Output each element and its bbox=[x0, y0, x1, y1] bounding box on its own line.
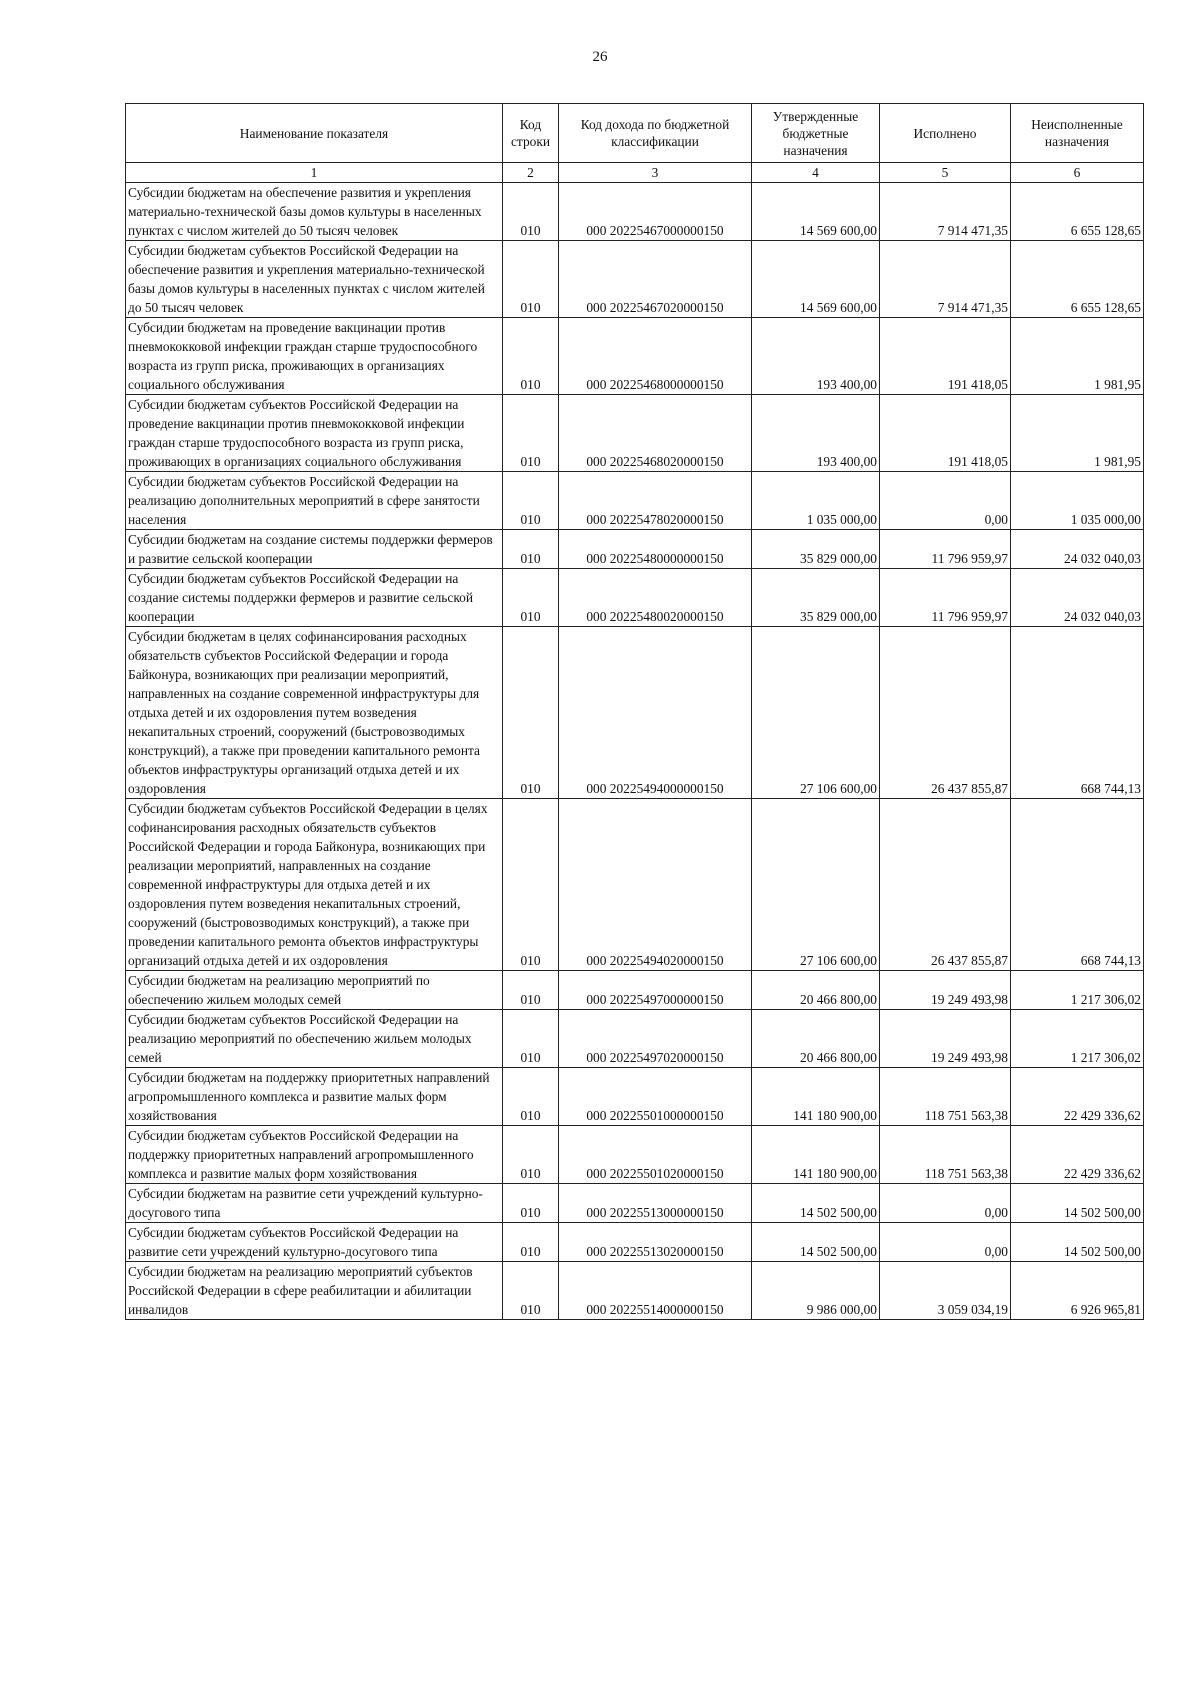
line-code: 010 bbox=[503, 1126, 559, 1184]
line-code: 010 bbox=[503, 569, 559, 627]
income-code: 000 20225513000000150 bbox=[559, 1184, 752, 1223]
table-row bbox=[126, 1010, 1144, 1068]
executed-amount: 191 418,05 bbox=[880, 395, 1011, 472]
income-code: 000 20225494000000150 bbox=[559, 627, 752, 799]
unexecuted-amount: 22 429 336,62 bbox=[1011, 1126, 1144, 1184]
indicator-name: Субсидии бюджетам на реализацию мероприятий по обеспечению жильем молодых семей bbox=[126, 971, 503, 1010]
indicator-name: Субсидии бюджетам на создание системы поддержки фермеров и развитие сельской кооперации bbox=[126, 530, 503, 569]
executed-amount: 0,00 bbox=[880, 1223, 1011, 1262]
line-code: 010 bbox=[503, 971, 559, 1010]
line-code: 010 bbox=[503, 1010, 559, 1068]
income-code: 000 20225494020000150 bbox=[559, 799, 752, 971]
approved-amount: 14 502 500,00 bbox=[752, 1184, 880, 1223]
line-code: 010 bbox=[503, 472, 559, 530]
table-row bbox=[126, 530, 1144, 569]
column-number: 2 bbox=[503, 163, 559, 183]
line-code: 010 bbox=[503, 183, 559, 241]
executed-amount: 19 249 493,98 bbox=[880, 1010, 1011, 1068]
unexecuted-amount: 14 502 500,00 bbox=[1011, 1223, 1144, 1262]
unexecuted-amount: 6 926 965,81 bbox=[1011, 1262, 1144, 1320]
approved-amount: 1 035 000,00 bbox=[752, 472, 880, 530]
line-code: 010 bbox=[503, 530, 559, 569]
executed-amount: 19 249 493,98 bbox=[880, 971, 1011, 1010]
executed-amount: 3 059 034,19 bbox=[880, 1262, 1011, 1320]
header-unexecuted: Неисполненные назначения bbox=[1011, 104, 1144, 163]
line-code: 010 bbox=[503, 1262, 559, 1320]
indicator-name: Субсидии бюджетам субъектов Российской Федерации на обеспечение развития и укрепления материально-технической базы домов культуры в населенных пунктах с числом жителей до 50 тысяч человек bbox=[126, 241, 503, 318]
table-row bbox=[126, 1223, 1144, 1262]
indicator-name: Субсидии бюджетам субъектов Российской Федерации на создание системы поддержки фермеров и развитие сельской кооперации bbox=[126, 569, 503, 627]
indicator-name: Субсидии бюджетам субъектов Российской Федерации на реализацию дополнительных мероприятий в сфере занятости населения bbox=[126, 472, 503, 530]
executed-amount: 0,00 bbox=[880, 1184, 1011, 1223]
header-row bbox=[126, 104, 1144, 163]
executed-amount: 191 418,05 bbox=[880, 318, 1011, 395]
income-code: 000 20225497020000150 bbox=[559, 1010, 752, 1068]
header-indicator-name: Наименование показателя bbox=[126, 104, 503, 163]
line-code: 010 bbox=[503, 799, 559, 971]
column-number-row bbox=[126, 163, 1144, 183]
income-code: 000 20225514000000150 bbox=[559, 1262, 752, 1320]
page-number: 26 bbox=[592, 49, 608, 65]
unexecuted-amount: 24 032 040,03 bbox=[1011, 569, 1144, 627]
approved-amount: 14 569 600,00 bbox=[752, 241, 880, 318]
income-code: 000 20225501020000150 bbox=[559, 1126, 752, 1184]
approved-amount: 27 106 600,00 bbox=[752, 627, 880, 799]
line-code: 010 bbox=[503, 241, 559, 318]
executed-amount: 26 437 855,87 bbox=[880, 799, 1011, 971]
unexecuted-amount: 1 981,95 bbox=[1011, 318, 1144, 395]
indicator-name: Субсидии бюджетам субъектов Российской Федерации на развитие сети учреждений культурно-досугового типа bbox=[126, 1223, 503, 1262]
executed-amount: 11 796 959,97 bbox=[880, 530, 1011, 569]
table-row bbox=[126, 1068, 1144, 1126]
column-number: 5 bbox=[880, 163, 1011, 183]
indicator-name: Субсидии бюджетам субъектов Российской Федерации в целях софинансирования расходных обязательств субъектов Российской Федерации и города Байконура, возникающих при реализации мероприятий, направленных на создание современной инфраструктуры для отдыха детей и их оздоровления путем возведения некапитальных строений, сооружений (быстровозводимых конструкций), а также при проведении капитального ремонта объектов инфраструктуры организаций отдыха детей и их оздоровления bbox=[126, 799, 503, 971]
income-code: 000 20225468020000150 bbox=[559, 395, 752, 472]
line-code: 010 bbox=[503, 627, 559, 799]
unexecuted-amount: 14 502 500,00 bbox=[1011, 1184, 1144, 1223]
header-approved: Утвержденные бюджетные назначения bbox=[752, 104, 880, 163]
unexecuted-amount: 668 744,13 bbox=[1011, 799, 1144, 971]
table-row bbox=[126, 971, 1144, 1010]
approved-amount: 20 466 800,00 bbox=[752, 1010, 880, 1068]
budget-execution-table bbox=[125, 103, 1144, 1320]
unexecuted-amount: 6 655 128,65 bbox=[1011, 241, 1144, 318]
approved-amount: 14 569 600,00 bbox=[752, 183, 880, 241]
indicator-name: Субсидии бюджетам субъектов Российской Федерации на проведение вакцинации против пневмококковой инфекции граждан старше трудоспособного возраста из групп риска, проживающих в организациях социального обслуживания bbox=[126, 395, 503, 472]
column-number: 3 bbox=[559, 163, 752, 183]
table-row bbox=[126, 318, 1144, 395]
executed-amount: 7 914 471,35 bbox=[880, 183, 1011, 241]
approved-amount: 193 400,00 bbox=[752, 318, 880, 395]
table-row bbox=[126, 569, 1144, 627]
approved-amount: 35 829 000,00 bbox=[752, 530, 880, 569]
table-row bbox=[126, 1262, 1144, 1320]
indicator-name: Субсидии бюджетам на обеспечение развития и укрепления материально-технической базы домов культуры в населенных пунктах с числом жителей до 50 тысяч человек bbox=[126, 183, 503, 241]
table-row bbox=[126, 799, 1144, 971]
approved-amount: 9 986 000,00 bbox=[752, 1262, 880, 1320]
income-code: 000 20225480020000150 bbox=[559, 569, 752, 627]
indicator-name: Субсидии бюджетам субъектов Российской Федерации на реализацию мероприятий по обеспечению жильем молодых семей bbox=[126, 1010, 503, 1068]
line-code: 010 bbox=[503, 1068, 559, 1126]
table-row bbox=[126, 1126, 1144, 1184]
unexecuted-amount: 1 217 306,02 bbox=[1011, 971, 1144, 1010]
approved-amount: 193 400,00 bbox=[752, 395, 880, 472]
approved-amount: 141 180 900,00 bbox=[752, 1068, 880, 1126]
table-row bbox=[126, 241, 1144, 318]
header-line-code: Код строки bbox=[503, 104, 559, 163]
unexecuted-amount: 1 981,95 bbox=[1011, 395, 1144, 472]
executed-amount: 11 796 959,97 bbox=[880, 569, 1011, 627]
column-number: 4 bbox=[752, 163, 880, 183]
unexecuted-amount: 1 035 000,00 bbox=[1011, 472, 1144, 530]
table-row bbox=[126, 395, 1144, 472]
unexecuted-amount: 1 217 306,02 bbox=[1011, 1010, 1144, 1068]
indicator-name: Субсидии бюджетам субъектов Российской Федерации на поддержку приоритетных направлений агропромышленного комплекса и развитие малых форм хозяйствования bbox=[126, 1126, 503, 1184]
line-code: 010 bbox=[503, 395, 559, 472]
income-code: 000 20225467020000150 bbox=[559, 241, 752, 318]
unexecuted-amount: 6 655 128,65 bbox=[1011, 183, 1144, 241]
indicator-name: Субсидии бюджетам на развитие сети учреждений культурно-досугового типа bbox=[126, 1184, 503, 1223]
income-code: 000 20225478020000150 bbox=[559, 472, 752, 530]
table-row bbox=[126, 1184, 1144, 1223]
line-code: 010 bbox=[503, 1184, 559, 1223]
column-number: 6 bbox=[1011, 163, 1144, 183]
approved-amount: 35 829 000,00 bbox=[752, 569, 880, 627]
indicator-name: Субсидии бюджетам на реализацию мероприятий субъектов Российской Федерации в сфере реабилитации и абилитации инвалидов bbox=[126, 1262, 503, 1320]
executed-amount: 26 437 855,87 bbox=[880, 627, 1011, 799]
income-code: 000 20225467000000150 bbox=[559, 183, 752, 241]
indicator-name: Субсидии бюджетам на проведение вакцинации против пневмококковой инфекции граждан старше трудоспособного возраста из групп риска, проживающих в организациях социального обслуживания bbox=[126, 318, 503, 395]
executed-amount: 118 751 563,38 bbox=[880, 1068, 1011, 1126]
income-code: 000 20225501000000150 bbox=[559, 1068, 752, 1126]
indicator-name: Субсидии бюджетам в целях софинансирования расходных обязательств субъектов Российской Федерации и города Байконура, возникающих при реализации мероприятий, направленных на создание современной инфраструктуры для отдыха детей и их оздоровления путем возведения некапитальных строений, сооружений (быстровозводимых конструкций), а также при проведении капитального ремонта объектов инфраструктуры организаций отдыха детей и их оздоровления bbox=[126, 627, 503, 799]
header-executed: Исполнено bbox=[880, 104, 1011, 163]
unexecuted-amount: 24 032 040,03 bbox=[1011, 530, 1144, 569]
executed-amount: 0,00 bbox=[880, 472, 1011, 530]
approved-amount: 27 106 600,00 bbox=[752, 799, 880, 971]
line-code: 010 bbox=[503, 1223, 559, 1262]
income-code: 000 20225480000000150 bbox=[559, 530, 752, 569]
approved-amount: 141 180 900,00 bbox=[752, 1126, 880, 1184]
table-row bbox=[126, 183, 1144, 241]
executed-amount: 7 914 471,35 bbox=[880, 241, 1011, 318]
table-row bbox=[126, 472, 1144, 530]
income-code: 000 20225497000000150 bbox=[559, 971, 752, 1010]
indicator-name: Субсидии бюджетам на поддержку приоритетных направлений агропромышленного комплекса и развитие малых форм хозяйствования bbox=[126, 1068, 503, 1126]
approved-amount: 14 502 500,00 bbox=[752, 1223, 880, 1262]
line-code: 010 bbox=[503, 318, 559, 395]
header-income-code: Код дохода по бюджетной классификации bbox=[559, 104, 752, 163]
approved-amount: 20 466 800,00 bbox=[752, 971, 880, 1010]
executed-amount: 118 751 563,38 bbox=[880, 1126, 1011, 1184]
income-code: 000 20225513020000150 bbox=[559, 1223, 752, 1262]
table-row bbox=[126, 627, 1144, 799]
unexecuted-amount: 22 429 336,62 bbox=[1011, 1068, 1144, 1126]
unexecuted-amount: 668 744,13 bbox=[1011, 627, 1144, 799]
income-code: 000 20225468000000150 bbox=[559, 318, 752, 395]
column-number: 1 bbox=[126, 163, 503, 183]
